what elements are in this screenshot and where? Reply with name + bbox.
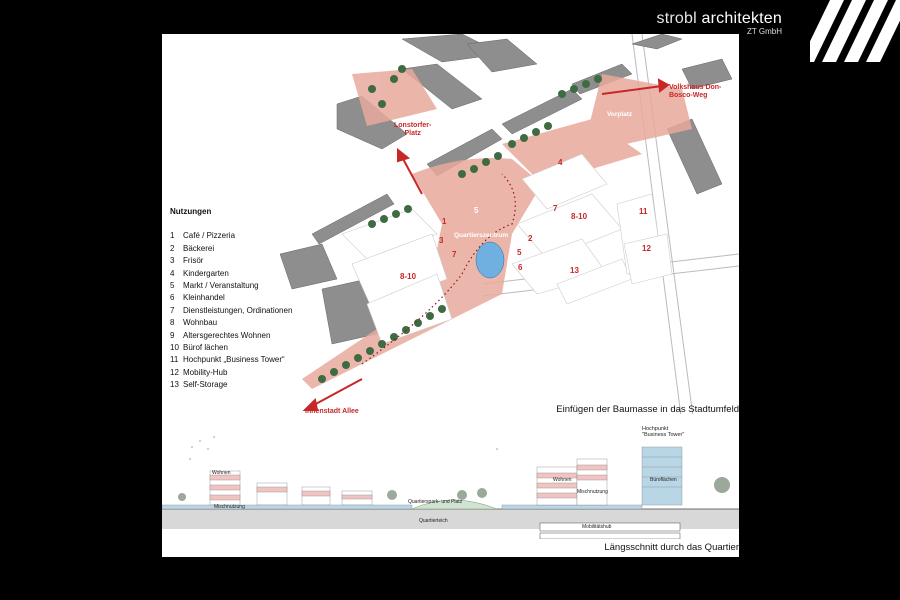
label-lonstorfer-platz: Lonstorfer- Platz [394, 122, 432, 137]
section-label-wohnen-left: Wohnen [212, 470, 231, 476]
legend-item: 8 Wohnbau [170, 318, 218, 328]
legend-item: 13 Self-Storage [170, 380, 228, 390]
section-label-wohnen-right: Wohnen [553, 477, 572, 483]
usage-number: 7 [553, 204, 558, 213]
section-label-hochpunkt: Hochpunkt "Business Tower" [642, 426, 685, 438]
stripes-logo-icon [810, 0, 900, 62]
usage-number: 11 [639, 207, 648, 216]
brand-subtitle: ZT GmbH [747, 27, 782, 36]
label-quartierszentrum: Quartierszentrum [454, 232, 509, 239]
usage-number: 8-10 [571, 212, 588, 221]
longitudinal-section [162, 429, 739, 539]
brand-logo [657, 10, 782, 36]
label-vorplatz: Vorplatz [607, 111, 633, 118]
usage-number: 4 [558, 158, 563, 167]
section-label-mobilitaet: Mobilitätshub [582, 524, 612, 530]
section-title-bottom: Längsschnitt durch das Quartier [604, 542, 739, 553]
usage-number: 5 [517, 248, 522, 257]
label-innenstadt-allee: Innenstadt Allee [305, 408, 359, 415]
legend-item: 11 Hochpunkt „Business Tower“ [170, 355, 285, 365]
legend-title: Nutzungen [170, 207, 212, 216]
section-label-mischnutzung-right: Mischnutzung [577, 489, 608, 495]
usage-number: 7 [452, 250, 457, 259]
legend-item: 7 Dienstleistungen, Ordinationen [170, 305, 293, 315]
pond [476, 242, 504, 278]
brand-name-light: strobl [656, 10, 702, 27]
legend-item: 12 Mobility-Hub [170, 367, 228, 377]
birds [189, 436, 498, 460]
label-volkshaus: Volkshaus Don- Bosco-Weg [669, 84, 722, 99]
usage-number: 13 [570, 266, 579, 275]
usage-number: 2 [528, 234, 533, 243]
usage-number: 8-10 [400, 272, 417, 281]
section-label-buero: Büroflächen [650, 477, 677, 483]
section-title-top: Einfügen der Baumasse in das Stadtumfeld [556, 404, 739, 415]
legend-item: 3 Frisör [170, 256, 204, 266]
legend-item: 9 Altersgerechtes Wohnen [170, 330, 271, 340]
plan-sheet [162, 34, 739, 557]
left-buildings [162, 471, 412, 509]
legend-item: 4 Kindergarten [170, 268, 229, 278]
brand-name-bold: architekten [701, 10, 782, 27]
legend-item: 1 Café / Pizzeria [170, 231, 236, 241]
usage-legend [170, 206, 292, 392]
usage-number: 5 [474, 206, 479, 215]
legend-item: 10 Bürof lächen [170, 343, 228, 353]
section-label-park: Quartierspark- und Platz [408, 499, 463, 505]
legend-item: 6 Kleinhandel [170, 293, 225, 303]
section-label-mischnutzung-left: Mischnutzung [214, 504, 245, 510]
usage-number: 1 [442, 217, 447, 226]
usage-number: 6 [518, 263, 523, 272]
section-label-teich: Quartierteich [419, 518, 448, 524]
usage-number: 3 [439, 236, 444, 245]
legend-item: 5 Markt / Veranstaltung [170, 281, 259, 291]
usage-number: 12 [642, 244, 651, 253]
legend-item: 2 Bäckerei [170, 243, 215, 253]
